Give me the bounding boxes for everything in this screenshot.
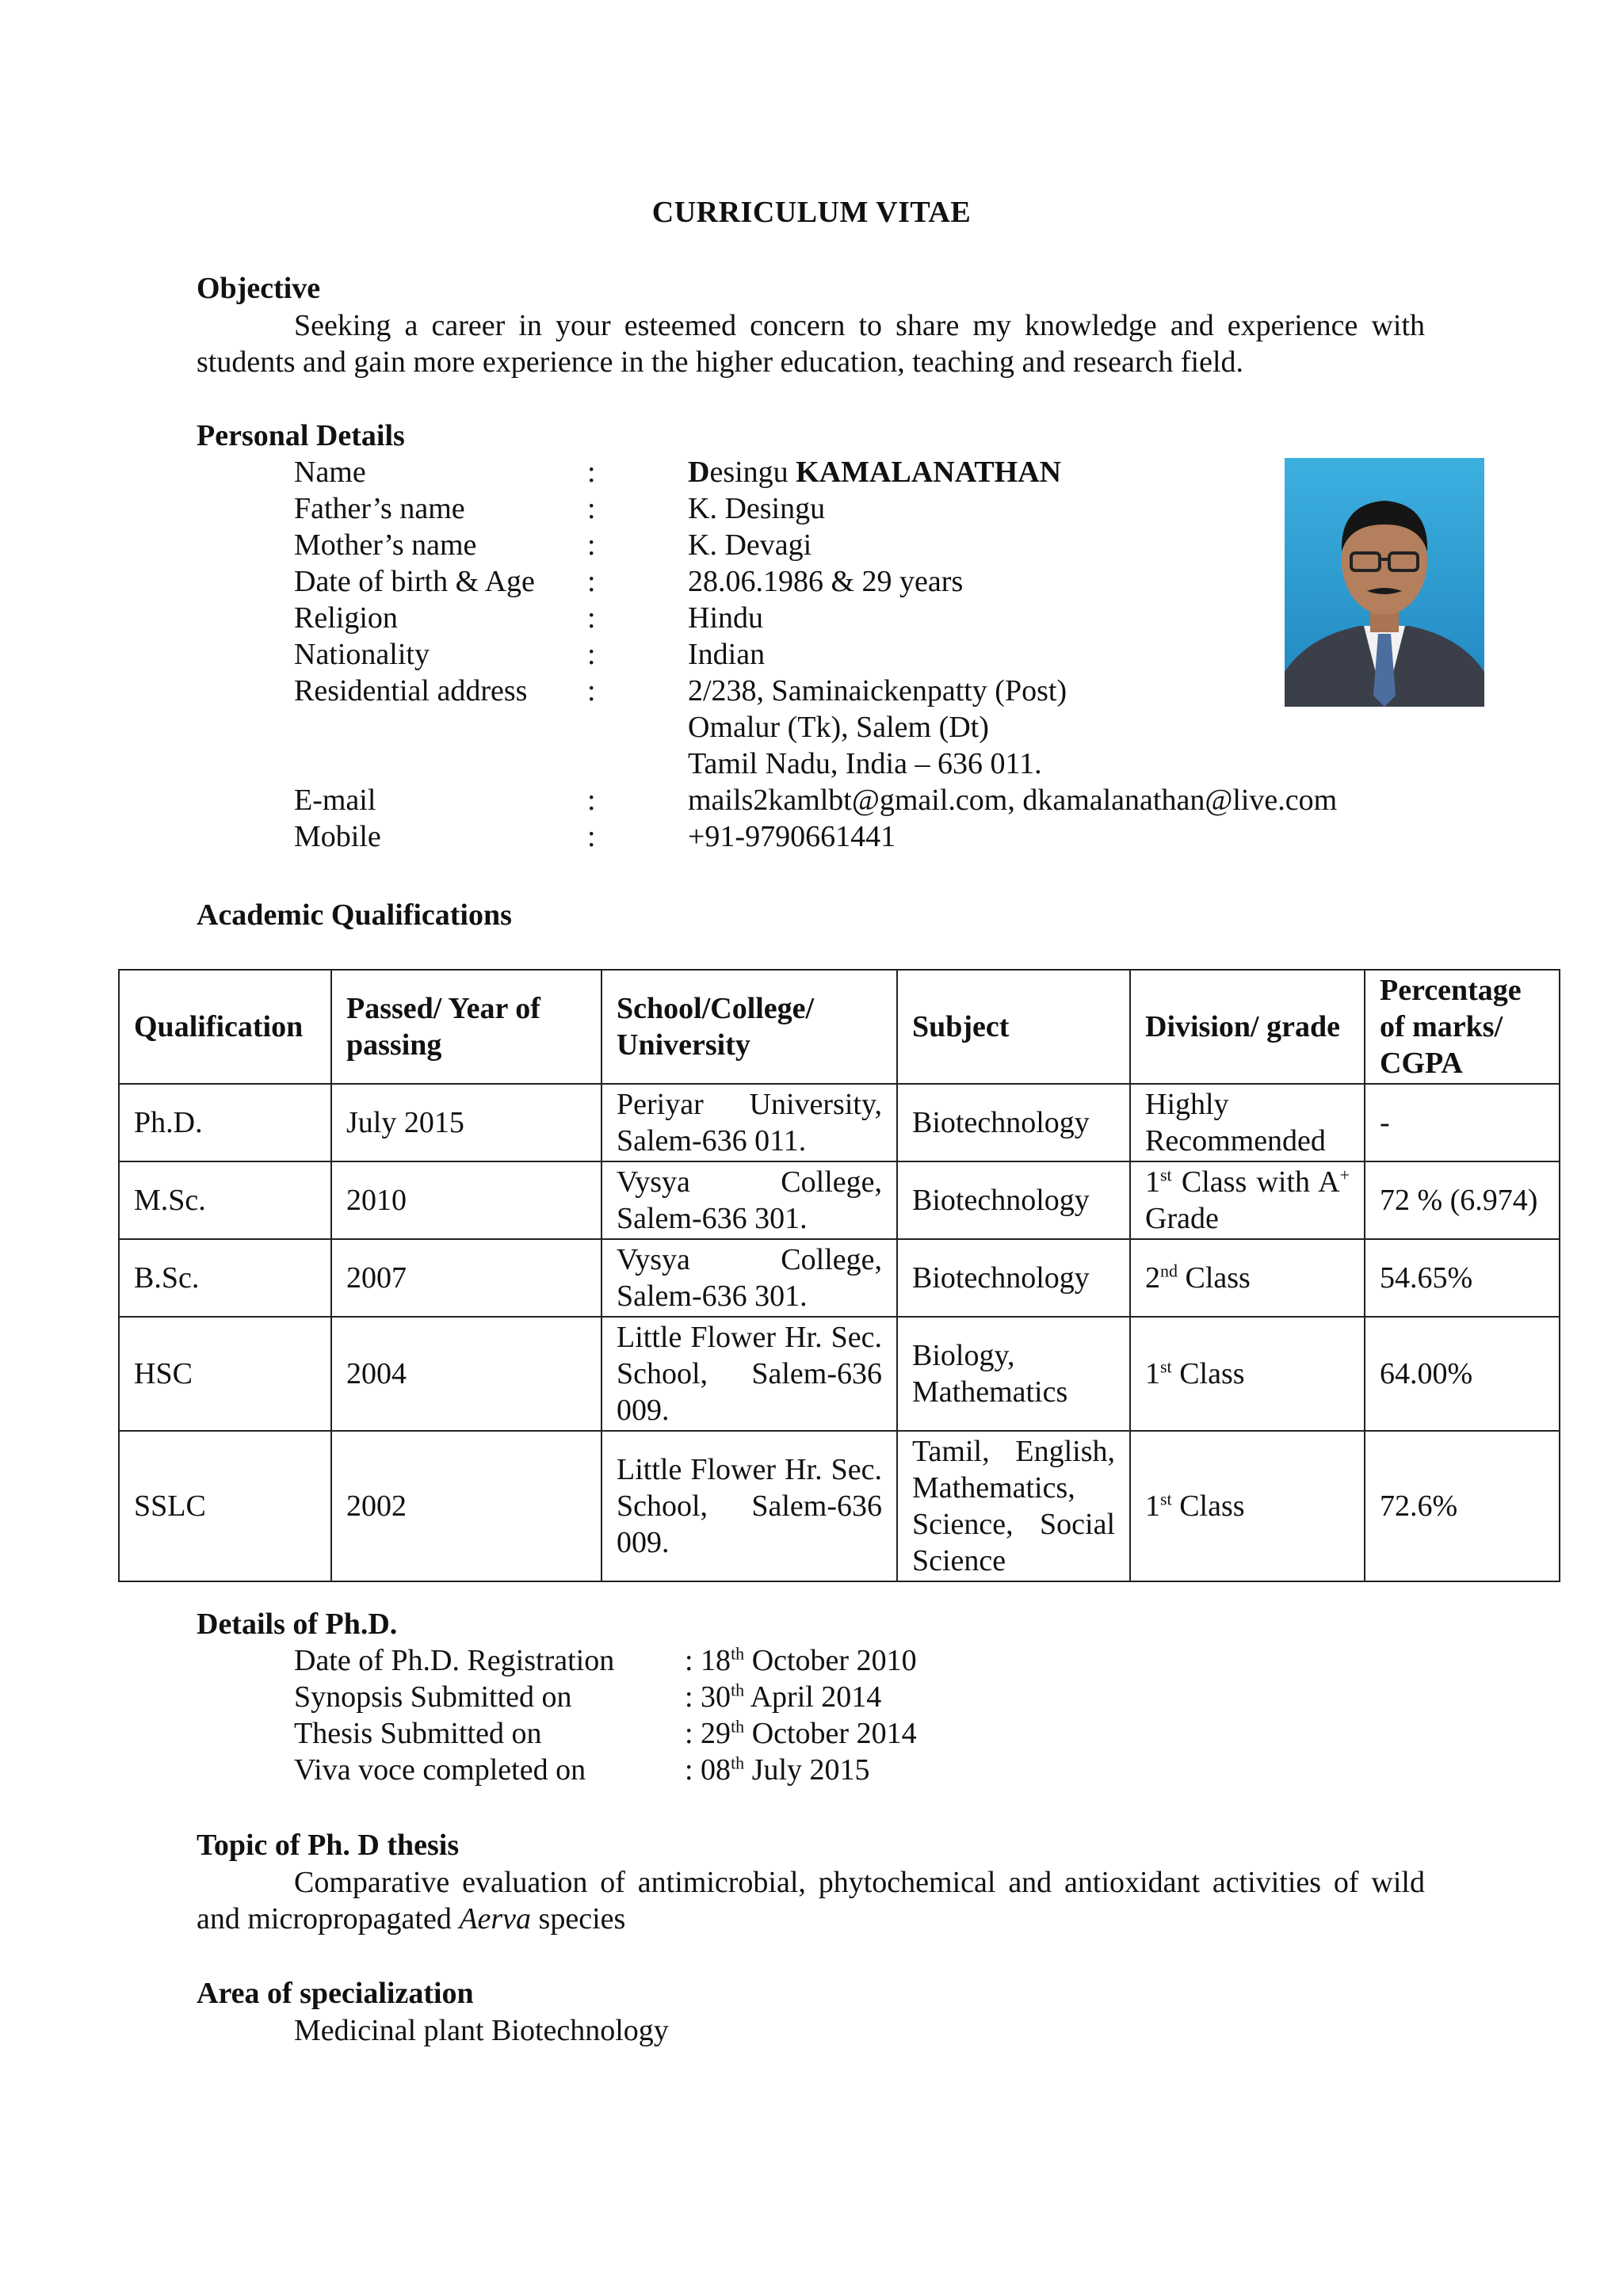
name-value: Desingu KAMALANATHAN	[688, 456, 1062, 489]
table-row	[119, 1317, 1560, 1431]
percentage-cell: -	[1365, 1084, 1560, 1161]
phd-value: : 08th July 2015	[685, 1753, 870, 1787]
percentage-cell: 72.6%	[1365, 1431, 1560, 1581]
personal-value: 2/238, Saminaickenpatty (Post)	[688, 674, 1067, 707]
grade-cell: 1st Class	[1130, 1431, 1365, 1581]
personal-label: Father’s name	[294, 492, 465, 525]
year-cell: 2007	[331, 1239, 601, 1317]
colon: :	[587, 601, 596, 635]
phd-row	[294, 1753, 870, 1787]
qualifications-table	[118, 969, 1560, 1582]
phd-row	[294, 1680, 882, 1714]
year-cell: 2010	[331, 1161, 601, 1239]
personal-heading: Personal Details	[197, 419, 405, 452]
colon: :	[587, 492, 596, 525]
phd-row	[294, 1716, 917, 1751]
subject-cell: Biotechnology	[897, 1084, 1130, 1161]
personal-value: mails2kamlbt@gmail.com, dkamalanathan@live.com	[688, 784, 1338, 817]
personal-label: E-mail	[294, 784, 376, 817]
header-school: School/College/ University	[601, 970, 897, 1084]
grade-cell: 1st Class with A+ Grade	[1130, 1161, 1365, 1239]
name-label: Name	[294, 456, 366, 489]
phd-label: Date of Ph.D. Registration	[294, 1644, 615, 1677]
subject-cell: Biotechnology	[897, 1239, 1130, 1317]
subject-cell: Tamil, English, Mathematics, Science, Social Science	[897, 1431, 1130, 1581]
year-cell: 2002	[331, 1431, 601, 1581]
school-cell: Little Flower Hr. Sec. School, Salem-636 009.	[601, 1317, 897, 1431]
personal-value: Tamil Nadu, India – 636 011.	[688, 747, 1042, 780]
colon: :	[587, 820, 596, 853]
qualification-cell: B.Sc.	[119, 1239, 331, 1317]
phd-label: Viva voce completed on	[294, 1753, 586, 1787]
subject-cell: Biology, Mathematics	[897, 1317, 1130, 1431]
phd-label: Synopsis Submitted on	[294, 1680, 572, 1714]
thesis-heading: Topic of Ph. D thesis	[197, 1829, 460, 1862]
grade-cell: Highly Recommended	[1130, 1084, 1365, 1161]
header-year: Passed/ Year of passing	[331, 970, 601, 1084]
personal-label: Nationality	[294, 638, 430, 671]
school-cell: Vysya College, Salem-636 301.	[601, 1161, 897, 1239]
year-cell: 2004	[331, 1317, 601, 1431]
colon: :	[587, 565, 596, 598]
table-row	[119, 1084, 1560, 1161]
objective-text: Seeking a career in your esteemed concern to share my knowledge and experience with students and gain more experience in the higher education, teaching and research field.	[197, 309, 1425, 379]
header-grade: Division/ grade	[1130, 970, 1365, 1084]
objective-heading: Objective	[197, 272, 321, 305]
school-cell: Little Flower Hr. Sec. School, Salem-636 009.	[601, 1431, 897, 1581]
qualification-cell: HSC	[119, 1317, 331, 1431]
colon: :	[587, 784, 596, 817]
page-title: CURRICULUM VITAE	[651, 196, 972, 229]
phd-heading: Details of Ph.D.	[197, 1608, 398, 1641]
qualification-cell: SSLC	[119, 1431, 331, 1581]
school-cell: Vysya College, Salem-636 301.	[601, 1239, 897, 1317]
table-header-row	[119, 970, 1560, 1084]
table-row	[119, 1431, 1560, 1581]
specialization-text: Medicinal plant Biotechnology	[294, 2014, 669, 2047]
colon: :	[587, 456, 596, 489]
grade-cell: 2nd Class	[1130, 1239, 1365, 1317]
table-row	[119, 1239, 1560, 1317]
qualification-cell: Ph.D.	[119, 1084, 331, 1161]
personal-value: Indian	[688, 638, 766, 671]
phd-label: Thesis Submitted on	[294, 1717, 542, 1750]
specialization-heading: Area of specialization	[197, 1977, 474, 2010]
percentage-cell: 64.00%	[1365, 1317, 1560, 1431]
personal-value: K. Devagi	[688, 528, 812, 562]
colon: :	[587, 674, 596, 707]
personal-value: Hindu	[688, 601, 763, 635]
header-percentage: Percentage of marks/ CGPA	[1365, 970, 1560, 1084]
school-cell: Periyar University, Salem-636 011.	[601, 1084, 897, 1161]
year-cell: July 2015	[331, 1084, 601, 1161]
header-qualification: Qualification	[119, 970, 331, 1084]
personal-label: Mother’s name	[294, 528, 477, 562]
percentage-cell: 54.65%	[1365, 1239, 1560, 1317]
personal-label: Religion	[294, 601, 398, 635]
personal-value: K. Desingu	[688, 492, 826, 525]
personal-label: Residential address	[294, 674, 528, 707]
personal-value: Omalur (Tk), Salem (Dt)	[688, 711, 989, 744]
personal-label: Mobile	[294, 820, 381, 853]
phd-value: : 30th April 2014	[685, 1680, 882, 1714]
percentage-cell: 72 % (6.974)	[1365, 1161, 1560, 1239]
phd-value: : 29th October 2014	[685, 1716, 917, 1750]
colon: :	[587, 638, 596, 671]
colon: :	[587, 528, 596, 562]
grade-cell: 1st Class	[1130, 1317, 1365, 1431]
header-subject: Subject	[897, 970, 1130, 1084]
table-row	[119, 1161, 1560, 1239]
profile-photo	[1285, 458, 1484, 707]
qualification-cell: M.Sc.	[119, 1161, 331, 1239]
personal-value: +91-9790661441	[688, 820, 896, 853]
thesis-topic: Comparative evaluation of antimicrobial, phytochemical and antioxidant activities of wild and micropropagated Aerva species	[197, 1866, 1425, 1936]
phd-row	[294, 1643, 917, 1678]
subject-cell: Biotechnology	[897, 1161, 1130, 1239]
phd-value: : 18th October 2010	[685, 1643, 917, 1677]
personal-value: 28.06.1986 & 29 years	[688, 565, 964, 598]
academic-heading: Academic Qualifications	[197, 898, 512, 932]
personal-label: Date of birth & Age	[294, 565, 535, 598]
